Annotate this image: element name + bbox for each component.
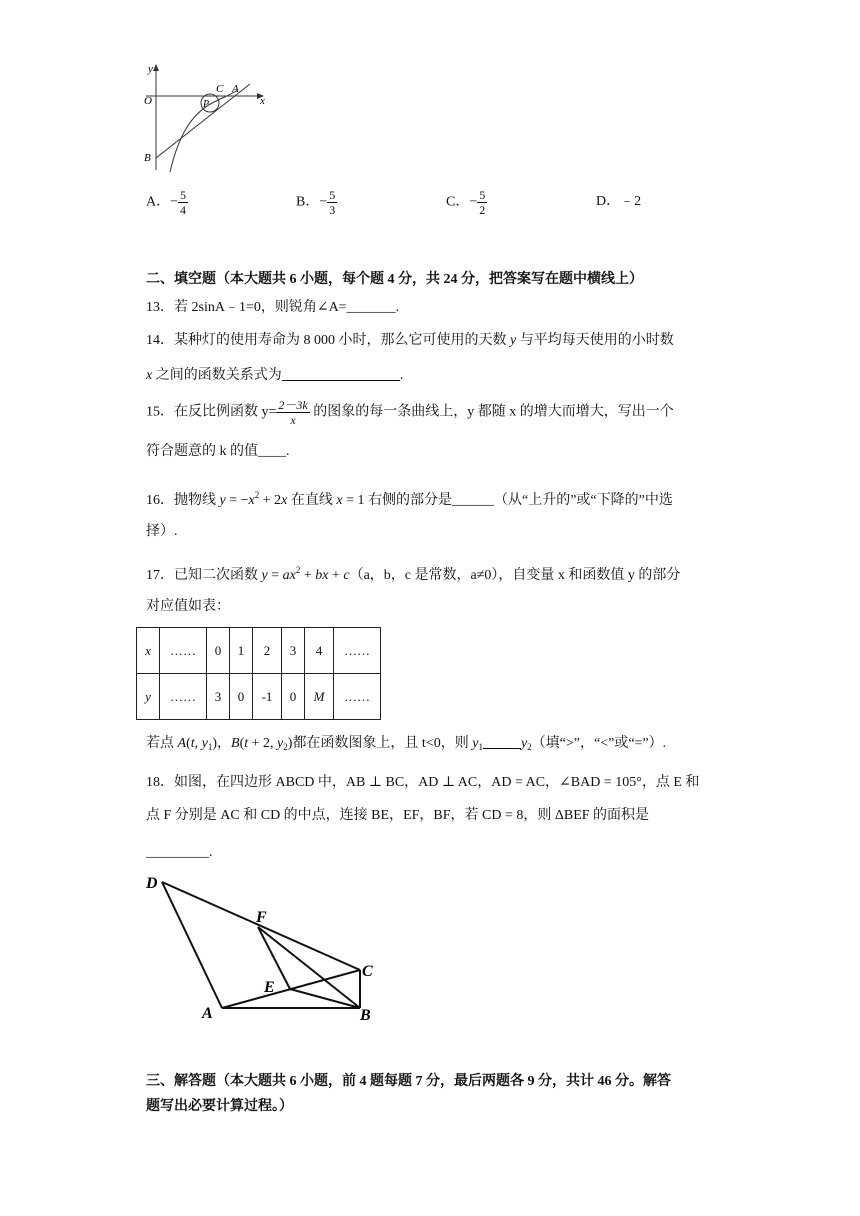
table-cell: 2 xyxy=(253,628,282,674)
q14-line2 xyxy=(146,366,403,386)
table-cell: 0 xyxy=(207,628,230,674)
minus-sign: − xyxy=(170,194,179,210)
table-cell: 3 xyxy=(207,674,230,720)
q14-line1-part-a: 14．某种灯的使用寿命为 8 000 小时，那么它可使用的天数 xyxy=(146,333,510,348)
q14-line1 xyxy=(146,331,674,351)
label-b: B xyxy=(360,1007,371,1024)
q17-middle: （a，b，c 是常数，a≠0），自变量 x 和函数值 y 的部分 xyxy=(349,568,681,583)
section2-heading: 二、填空题（本大题共 6 小题，每个题 4 分，共 24 分，把答案写在题中横线上） xyxy=(146,272,643,287)
denominator: 4 xyxy=(180,203,187,217)
option-b-fraction xyxy=(327,188,337,217)
q14-line1-part-b: 与平均每天使用的小时数 xyxy=(516,333,674,348)
q16-line1: 16．抛物线 $y = -x^2 + 2x$ 在直线 x = 1 右侧的部分是______（从“上升的”或“下降的”中选 xyxy=(146,490,673,508)
q18-line1: 18．如图，在四边形 ABCD 中，AB ⊥ BC，AD ⊥ AC，AD = AC，∠BAD = 105°，点 E 和 xyxy=(146,775,700,790)
q15-prefix: 15．在反比例函数 y= xyxy=(146,404,277,420)
numerator: 2－3k xyxy=(278,398,308,412)
table-cell: 4 xyxy=(305,628,334,674)
table-row-y xyxy=(137,674,381,720)
q16-equation: y xyxy=(219,493,226,508)
q14-answer-blank xyxy=(282,366,400,381)
numerator: 5 xyxy=(479,188,486,202)
minus-sign: − xyxy=(319,194,328,210)
table-cell: M xyxy=(305,674,334,720)
q18-line3: _________. xyxy=(146,845,213,860)
table-cell: 0 xyxy=(282,674,305,720)
q15-line2: 符合题意的 k 的值____. xyxy=(146,444,290,459)
q17-line2: 对应值如表： xyxy=(146,599,230,614)
q14-var-x: x xyxy=(146,368,153,383)
table-cell: …… xyxy=(334,628,381,674)
q15-line1 xyxy=(146,398,674,427)
x-label: x xyxy=(260,95,265,107)
origin-label: O xyxy=(144,95,152,107)
q14-var-y: y xyxy=(510,333,517,348)
label-e: E xyxy=(264,979,275,996)
section3-heading-line2: 题写出必要计算过程。） xyxy=(146,1099,293,1114)
option-a xyxy=(146,188,188,217)
label-d: D xyxy=(146,875,158,892)
table-cell: -1 xyxy=(253,674,282,720)
q14-line2-text: 之间的函数关系式为 xyxy=(152,368,282,383)
table-row-x xyxy=(137,628,381,674)
option-c-fraction xyxy=(477,188,487,217)
q16-prefix: 16．抛物线 xyxy=(146,493,220,508)
c-label: C xyxy=(216,83,224,95)
q17-equation: y xyxy=(261,568,268,583)
q13-text: 13．若 2sinA﹣1=0，则锐角∠A=_______. xyxy=(146,300,400,315)
q16-suffix: 右侧的部分是______（从“上升的”或“下降的”中选 xyxy=(364,493,673,508)
minus-sign: − xyxy=(469,194,478,210)
table-cell: y xyxy=(137,674,160,720)
section3-heading-line1: 三、解答题（本大题共 6 小题，前 4 题每题 7 分，最后两题各 9 分，共计 46 分。解答 xyxy=(146,1074,671,1089)
label-a: A xyxy=(202,1005,213,1022)
table-cell: …… xyxy=(334,674,381,720)
q17-after-suffix: 都在函数图象上，且 t<0，则 xyxy=(292,736,473,751)
numerator: 5 xyxy=(180,188,187,202)
option-b-prefix: B． xyxy=(296,194,320,210)
denominator: 2 xyxy=(479,203,486,217)
q17-after-table: 若点 A(t, $y_1$)，B(t + 2, $y_2$)都在函数图象上，且 t<0，则 $y_1$ $y_2$（填“>”，“<”或“=”）. xyxy=(146,736,667,752)
p-label: P xyxy=(203,99,210,110)
a-label: A xyxy=(232,83,239,95)
q17-after-end: （填“>”，“<”或“=”）. xyxy=(531,736,667,751)
q17-prefix: 17．已知二次函数 xyxy=(146,568,262,583)
point-a-notation: A xyxy=(177,736,187,751)
denominator: x xyxy=(290,413,296,427)
segment-dc xyxy=(162,882,360,970)
q12-graph xyxy=(138,58,278,176)
b-label: B xyxy=(144,152,151,164)
segment-da xyxy=(162,882,222,1008)
q18-line2: 点 F 分别是 AC 和 CD 的中点，连接 BE，EF，BF，若 CD = 8，则 ΔBEF 的面积是 xyxy=(146,808,650,823)
table-cell: …… xyxy=(160,628,207,674)
table-cell: 3 xyxy=(282,628,305,674)
label-c: C xyxy=(362,963,373,980)
option-c xyxy=(446,188,487,217)
table-cell: 0 xyxy=(230,674,253,720)
option-a-fraction xyxy=(178,188,188,217)
table-cell: …… xyxy=(160,674,207,720)
option-c-prefix: C． xyxy=(446,194,470,210)
q17-answer-blank xyxy=(483,734,521,749)
numerator: 5 xyxy=(329,188,336,202)
y-axis-arrow xyxy=(153,64,159,71)
q15-suffix: 的图象的每一条曲线上，y 都随 x 的增大而增大，写出一个 xyxy=(309,404,674,420)
table-cell: x xyxy=(137,628,160,674)
denominator: 3 xyxy=(329,203,336,217)
option-b xyxy=(296,188,337,217)
option-d: D．﹣2 xyxy=(596,194,642,209)
q15-fraction xyxy=(276,398,309,427)
label-f: F xyxy=(256,909,267,926)
q17-after-prefix: 若点 xyxy=(146,736,178,751)
tangent-line xyxy=(156,84,250,158)
q17-line1: 17．已知二次函数 $y = ax^2$ + bx + c（a，b，c 是常数，a≠0），自变量 x 和函数值 y 的部分 xyxy=(146,565,681,583)
q14-line2-end: . xyxy=(399,368,404,383)
q17-value-table xyxy=(136,627,381,720)
option-a-prefix: A． xyxy=(146,194,171,210)
table-cell: 1 xyxy=(230,628,253,674)
q16-line2: 择）. xyxy=(146,524,178,539)
q18-figure xyxy=(140,868,390,1028)
y-label: y xyxy=(148,63,153,75)
